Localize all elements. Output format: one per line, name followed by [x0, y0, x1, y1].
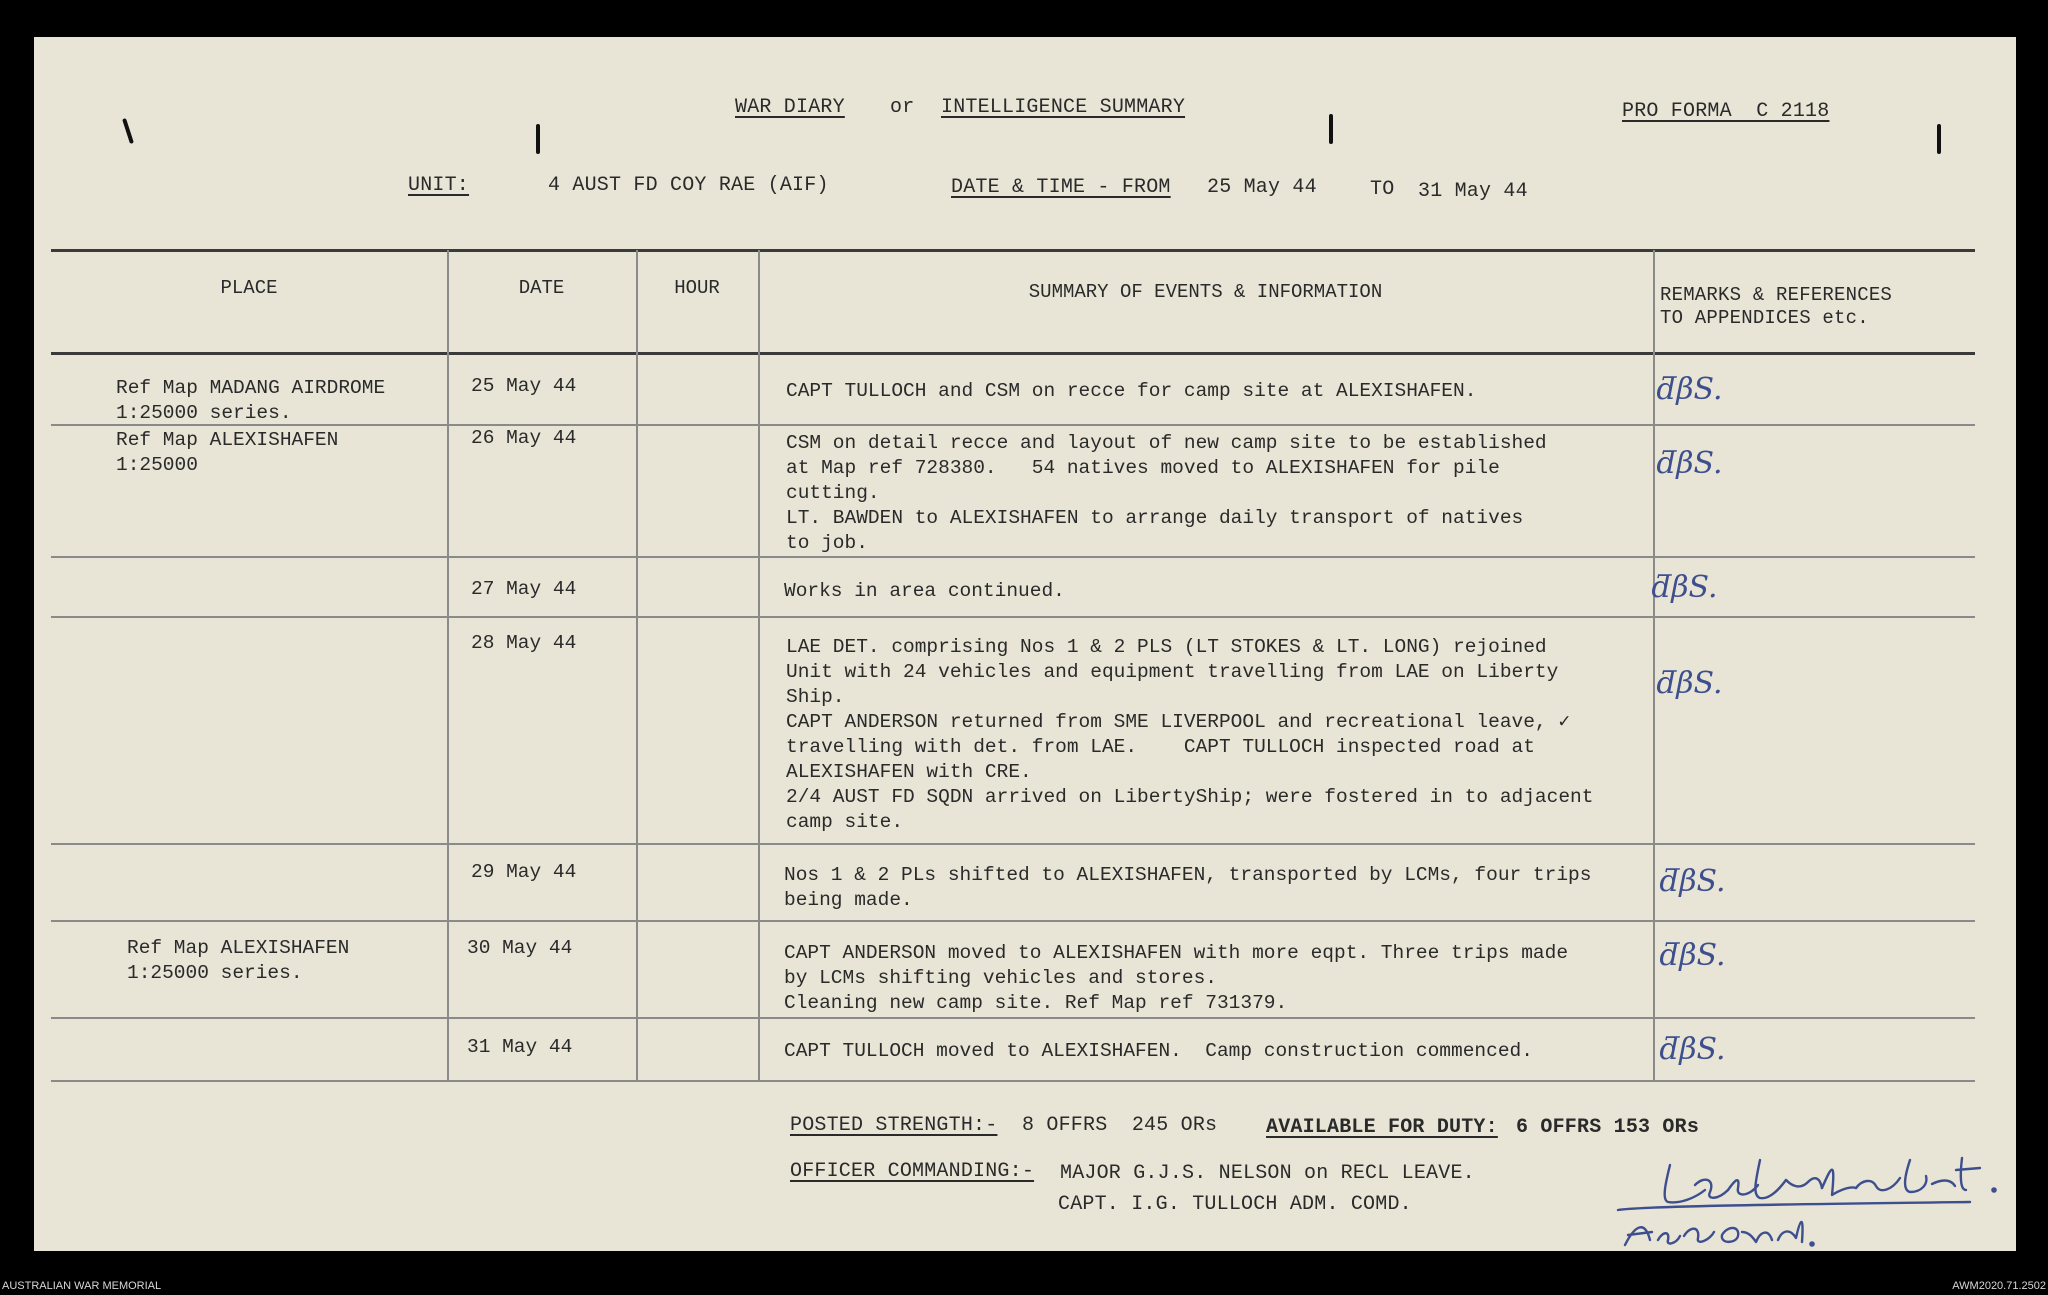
officer-commanding-line2: CAPT. I.G. TULLOCH ADM. COMD. — [1058, 1193, 1412, 1216]
row-divider — [51, 616, 1975, 618]
binder-hole-mark — [536, 124, 540, 154]
archive-credit: AUSTRALIAN WAR MEMORIAL — [2, 1280, 162, 1292]
officer-commanding-line1: MAJOR G.J.S. NELSON on RECL LEAVE. — [1060, 1162, 1475, 1185]
column-divider — [447, 250, 449, 1082]
remarks-initials: ƌβS. — [1657, 372, 1723, 407]
column-header-date: DATE — [518, 277, 565, 299]
date-to: 31 May 44 — [1418, 180, 1528, 203]
table-bottom-rule — [51, 1080, 1975, 1082]
cell-summary: CAPT TULLOCH and CSM on recce for camp site at ALEXISHAFEN. — [786, 380, 1477, 402]
remarks-initials: ƌβS. — [1660, 864, 1726, 899]
cell-summary: CAPT TULLOCH moved to ALEXISHAFEN. Camp construction commenced. — [784, 1040, 1533, 1062]
row-divider — [51, 556, 1975, 558]
cell-place: Ref Map ALEXISHAFEN 1:25000 — [116, 429, 339, 476]
available-for-duty-label: AVAILABLE FOR DUTY: — [1266, 1116, 1498, 1139]
cell-date: 28 May 44 — [471, 632, 577, 654]
column-header-remarks-2: TO APPENDICES etc. — [1660, 307, 1869, 329]
cell-summary: LAE DET. comprising Nos 1 & 2 PLS (LT STOKES & LT. LONG) rejoined Unit with 24 vehicles and equipment travelling from LAE on Liberty Ship. CAPT ANDERSON returned from SME LIVERPOOL and recreational leave, ✓ travelling with det. from LAE. CAPT TULLOCH inspected road at ALEXISHAFEN with CRE. 2/4 AUST FD SQDN arrived on LibertyShip; were fostered in to adjacent camp site. — [786, 636, 1594, 833]
date-from: 25 May 44 — [1207, 176, 1317, 199]
cell-place: Ref Map ALEXISHAFEN 1:25000 series. — [127, 937, 350, 984]
cell-date: 30 May 44 — [467, 937, 573, 959]
cell-summary: CSM on detail recce and layout of new camp site to be established at Map ref 728380. 54 natives moved to ALEXISHAFEN for pile cutting. LT. BAWDEN to ALEXISHAFEN to arrange daily transport of natives to job. — [786, 432, 1547, 554]
column-header-remarks: REMARKS & REFERENCES — [1660, 284, 1893, 306]
cell-summary: CAPT ANDERSON moved to ALEXISHAFEN with more eqpt. Three trips made by LCMs shifting vehicles and stores. Cleaning new camp site. Ref Map ref 731379. — [784, 942, 1569, 1014]
pro-forma: PRO FORMA C 2118 — [1622, 100, 1830, 123]
column-header-summary: SUMMARY OF EVENTS & INFORMATION — [1028, 281, 1383, 303]
remarks-initials: ƌβS. — [1652, 570, 1718, 605]
row-divider — [51, 920, 1975, 922]
binder-hole-mark — [1937, 124, 1941, 154]
cell-date: 26 May 44 — [471, 427, 577, 449]
column-divider — [758, 250, 760, 1082]
cell-date: 29 May 44 — [471, 861, 577, 883]
posted-strength-label: POSTED STRENGTH:- — [790, 1114, 998, 1137]
table-top-rule — [51, 249, 1975, 252]
to-label: TO — [1370, 178, 1395, 201]
column-divider — [1653, 250, 1655, 1082]
remarks-initials: ƌβS. — [1660, 938, 1726, 973]
cell-date: 27 May 44 — [471, 578, 577, 600]
remarks-initials: ƌβS. — [1657, 446, 1723, 481]
posted-strength-value: 8 OFFRS 245 ORs — [1022, 1114, 1218, 1137]
unit-label: UNIT: — [408, 174, 470, 197]
date-time-label: DATE & TIME - FROM — [951, 176, 1171, 199]
binder-hole-mark — [1329, 114, 1333, 144]
cell-summary: Works in area continued. — [784, 580, 1065, 602]
column-divider — [636, 250, 638, 1082]
row-divider — [51, 1017, 1975, 1019]
column-header-hour: HOUR — [674, 277, 720, 299]
unit-value: 4 AUST FD COY RAE (AIF) — [548, 174, 829, 197]
available-for-duty-value: 6 OFFRS 153 ORs — [1516, 1116, 1700, 1139]
header-bottom-rule — [51, 352, 1975, 355]
cell-date: 25 May 44 — [471, 375, 577, 397]
row-divider — [51, 843, 1975, 845]
handwritten-signature — [1610, 1140, 2010, 1250]
column-header-place: PLACE — [220, 277, 278, 299]
remarks-initials: ƌβS. — [1657, 666, 1723, 701]
remarks-initials: ƌβS. — [1660, 1032, 1726, 1067]
title-intelligence-summary: INTELLIGENCE SUMMARY — [941, 96, 1186, 119]
cell-date: 31 May 44 — [467, 1036, 573, 1058]
title-or: or — [890, 96, 915, 119]
cell-summary: Nos 1 & 2 PLs shifted to ALEXISHAFEN, transported by LCMs, four trips being made. — [784, 864, 1592, 911]
archive-reference: AWM2020.71.2502 — [1952, 1280, 2046, 1292]
title-war-diary: WAR DIARY — [735, 96, 845, 119]
cell-place: Ref Map MADANG AIRDROME 1:25000 series. — [116, 377, 386, 424]
officer-commanding-label: OFFICER COMMANDING:- — [790, 1160, 1035, 1183]
